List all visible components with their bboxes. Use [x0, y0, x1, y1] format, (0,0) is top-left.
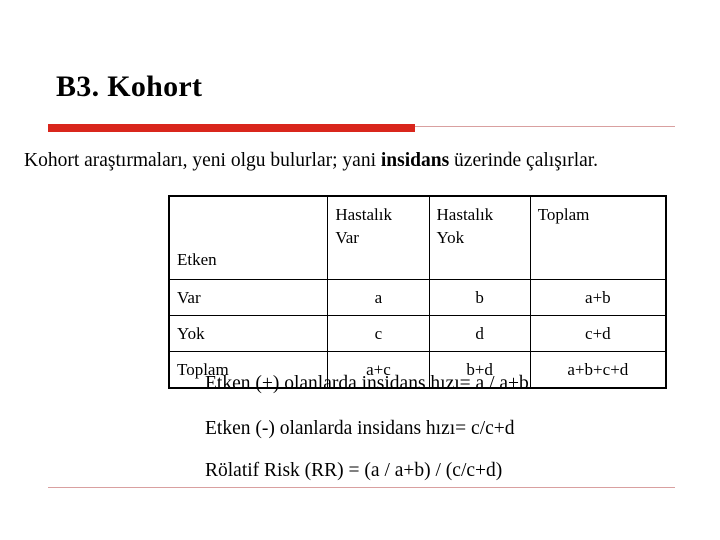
table-header-row — [169, 196, 666, 280]
header-hastalik-yok-line2: Yok — [436, 228, 465, 247]
table-cell: c — [328, 316, 429, 352]
header-toplam — [530, 196, 666, 280]
table-cell: a+c — [328, 352, 429, 389]
header-hastalik-var-line1: Hastalık — [335, 205, 392, 224]
table-cell: a — [328, 280, 429, 316]
slide-title: B3. Kohort — [56, 70, 203, 103]
table-cell: d — [429, 316, 530, 352]
header-hastalik-var-line2: Var — [335, 228, 359, 247]
table-cell: a+b+c+d — [530, 352, 666, 389]
title-underline-thin — [415, 126, 675, 127]
intro-after: üzerinde çalışırlar. — [449, 150, 599, 171]
formula-exposed-incidence: Etken (+) olanlarda insidans hızı= a / a+b — [205, 373, 529, 394]
table-row — [169, 280, 666, 316]
row-label: Yok — [169, 316, 328, 352]
table-cell: a+b — [530, 280, 666, 316]
header-toplam-text: Toplam — [537, 205, 590, 224]
intro-bold: insidans — [380, 150, 450, 171]
header-etken-text: Etken — [177, 250, 217, 269]
title-underline-red — [48, 124, 415, 132]
cohort-table — [168, 195, 667, 389]
header-hastalik-var — [328, 196, 429, 280]
bottom-divider — [48, 487, 675, 488]
table-cell: b — [429, 280, 530, 316]
table-cell: c+d — [530, 316, 666, 352]
header-hastalik-yok — [429, 196, 530, 280]
formula-relative-risk: Rölatif Risk (RR) = (a / a+b) / (c/c+d) — [205, 460, 503, 481]
table-row — [169, 316, 666, 352]
intro-text — [24, 150, 598, 172]
formula-unexposed-incidence: Etken (-) olanlarda insidans hızı= c/c+d — [205, 418, 515, 439]
row-label: Var — [169, 280, 328, 316]
row-label: Toplam — [169, 352, 328, 389]
header-hastalik-yok-line1: Hastalık — [436, 205, 494, 224]
intro-before: Kohort araştırmaları, yeni olgu bulurlar; yani — [24, 150, 381, 171]
table-cell: b+d — [429, 352, 530, 389]
header-etken — [169, 196, 328, 280]
